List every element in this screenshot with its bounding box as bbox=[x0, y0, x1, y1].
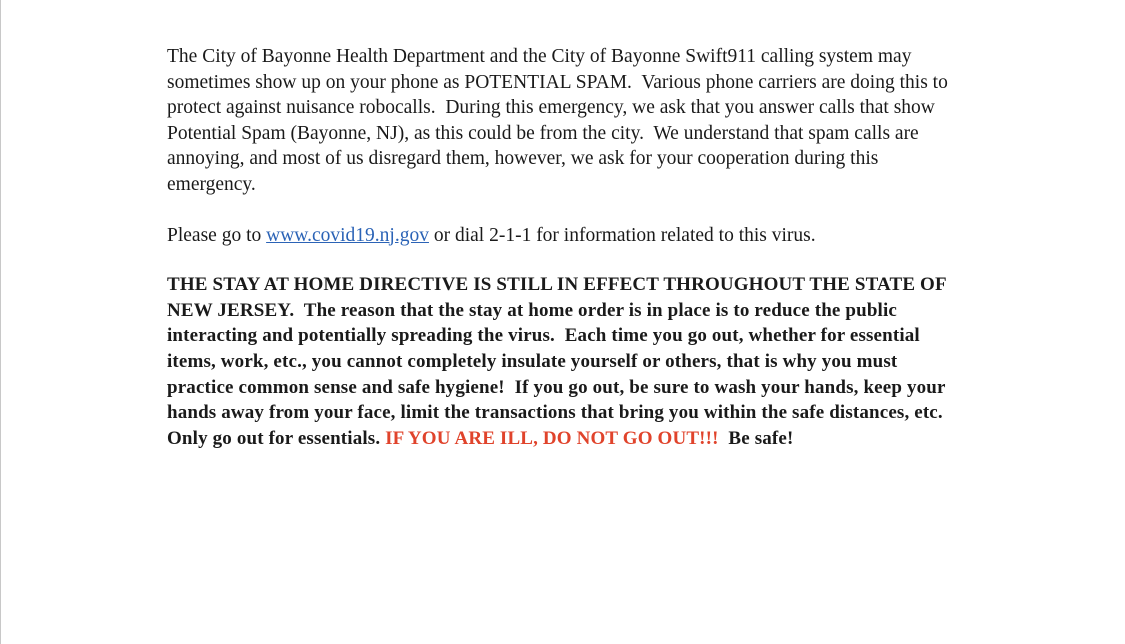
info-text-after: or dial 2-1-1 for information related to this virus. bbox=[428, 224, 816, 246]
spam-notice-paragraph: The City of Bayonne Health Department and the City of Bayonne Swift911 calling system may sometimes show up on your phone as POTENTIAL SPAM. Various phone carriers are doing this to protect against nuisance robocalls. During this emergency, we ask that you answer calls that show Potential Spam (Bayonne, NJ), as this could be from the city. We understand that spam calls are annoying, and most of us disregard them, however, we ask for your cooperation during this emergency. bbox=[167, 46, 948, 195]
directive-text: THE STAY AT HOME DIRECTIVE IS STILL IN EFFECT THROUGHOUT THE STATE OF NEW JERSEY. The reason that the stay at home order is in place is to reduce the public interacting and potentially spreading the virus. Each time you go out, whether for essential items, work, etc., you cannot completely insulate yourself or others, that is why you must practice common sense and safe hygiene! If you go out, be sure to wash your hands, keep your hands away from your face, limit the transactions that bring you within the safe distances, etc. Only go out for essentials. bbox=[167, 274, 948, 449]
page-edge bbox=[0, 0, 1, 644]
info-paragraph bbox=[167, 223, 967, 249]
be-safe-text: Be safe! bbox=[718, 427, 794, 449]
ill-warning: IF YOU ARE ILL, DO NOT GO OUT!!! bbox=[385, 427, 719, 449]
stay-at-home-paragraph bbox=[167, 272, 967, 451]
document-body bbox=[167, 44, 967, 451]
info-text-before: Please go to bbox=[167, 224, 267, 246]
covid-website-link[interactable]: www.covid19.nj.gov bbox=[266, 224, 429, 246]
